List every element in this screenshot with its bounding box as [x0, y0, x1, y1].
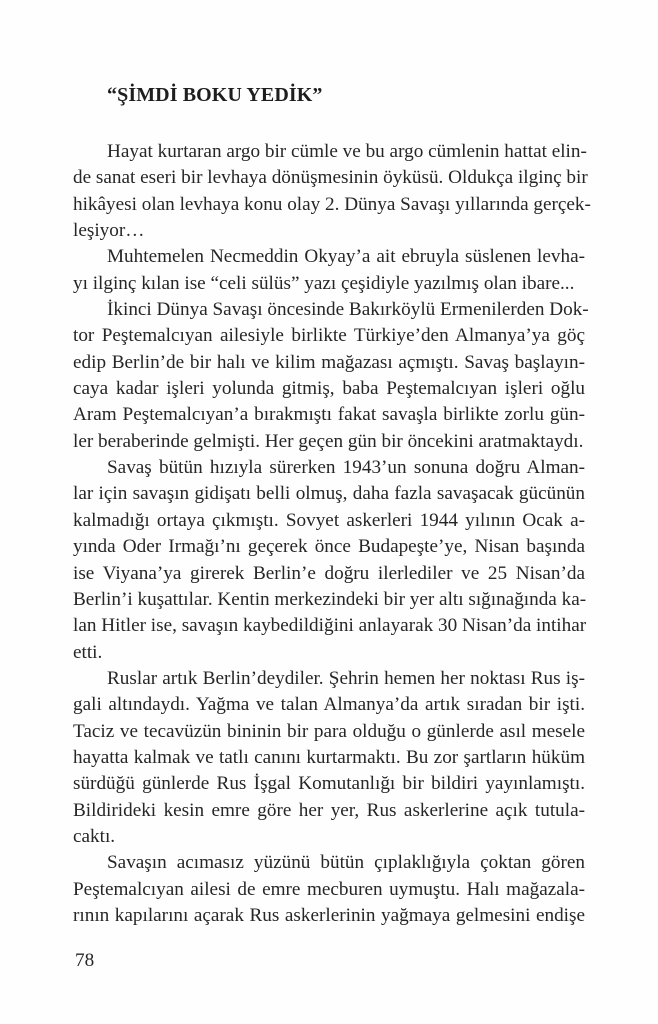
text-line: Hayat kurtaran argo bir cümle ve bu argo cümlenin hattat elin-: [107, 141, 587, 162]
text-line: edip Berlin’de bir halı ve kilim mağazası açmıştı. Savaş başlayın-: [73, 351, 585, 373]
text-line: yında Oder Irmağı’nı geçerek önce Budapeşte’ye, Nisan başında: [73, 536, 585, 558]
text-line: Peştemalcıyan ailesi de emre mecburen uymuştu. Halı mağazala-: [73, 878, 585, 900]
text-line: Berlin’i kuşattılar. Kentin merkezindeki bir yer altı sığınağında ka-: [73, 588, 587, 610]
text-line: İkinci Dünya Savaşı öncesinde Bakırköylü Ermenilerden Dok-: [107, 299, 589, 321]
text-line: leşiyor…: [73, 220, 145, 242]
text-line: caya kadar işleri yolunda gitmiş, baba Peştemalcıyan işleri oğlu: [73, 378, 585, 400]
text-line: ise Viyana’ya girerek Berlin’e doğru ilerlediler ve 25 Nisan’da: [73, 562, 585, 584]
text-line: Aram Peştemalcıyan’a bırakmıştı fakat savaşla birlikte zorlu gün-: [73, 404, 585, 426]
text-line: Taciz ve tecavüzün bininin bir para olduğu o günlerde asıl mesele: [73, 720, 585, 742]
text-line: etti.: [73, 641, 103, 663]
text-line: gali altındaydı. Yağma ve talan Almanya’da artık sıradan bir işti.: [73, 694, 585, 716]
text-line: Muhtemelen Necmeddin Okyay’a ait ebruyla süslenen levha-: [107, 246, 585, 268]
text-line: yı ilginç kılan ise “celi sülüs” yazı çeşidiyle yazılmış olan ibare...: [73, 272, 575, 294]
text-line: tor Peştemalcıyan ailesiyle birlikte Türkiye’den Almanya’ya göç: [73, 325, 585, 347]
text-line: kalmadığı ortaya çıkmıştı. Sovyet askerleri 1944 yılının Ocak a-: [73, 509, 585, 531]
text-line: hayatta kalmak ve tatlı canını kurtarmaktı. Bu zor şartların hüküm: [73, 746, 585, 768]
text-line: caktı.: [73, 825, 116, 847]
page-number: 78: [75, 950, 95, 971]
text-line: hikâyesi olan levhaya konu olay 2. Dünya Savaşı yıllarında gerçek-: [73, 193, 591, 215]
text-line: ler beraberinde gelmişti. Her geçen gün bir öncekini aratmaktaydı.: [73, 430, 584, 452]
text-line: lar için savaşın gidişatı belli olmuş, daha fazla savaşacak gücünün: [73, 483, 585, 505]
text-line: Bildirideki kesin emre göre her yer, Rus askerlerine açık tutula-: [73, 799, 585, 821]
text-line: Savaşın acımasız yüzünü bütün çıplaklığıyla çoktan gören: [107, 852, 585, 874]
text-line: lan Hitler ise, savaşın kaybedildiğini anlayarak 30 Nisan’da intihar: [73, 615, 587, 637]
chapter-title: “ŞİMDİ BOKU YEDİK”: [107, 84, 323, 106]
text-line: rının kapılarını açarak Rus askerlerinin yağmaya gelmesini endişe: [73, 904, 585, 926]
text-line: sürdüğü günlerde Rus İşgal Komutanlığı bir bildiri yayınlamıştı.: [73, 773, 585, 795]
body-text: [73, 139, 591, 929]
text-line: Ruslar artık Berlin’deydiler. Şehrin hemen her noktası Rus iş-: [107, 667, 585, 689]
text-line: Savaş bütün hızıyla sürerken 1943’un sonuna doğru Alman-: [107, 457, 585, 479]
text-line: de sanat eseri bir levhaya dönüşmesinin öyküsü. Oldukça ilginç bir: [73, 167, 588, 189]
